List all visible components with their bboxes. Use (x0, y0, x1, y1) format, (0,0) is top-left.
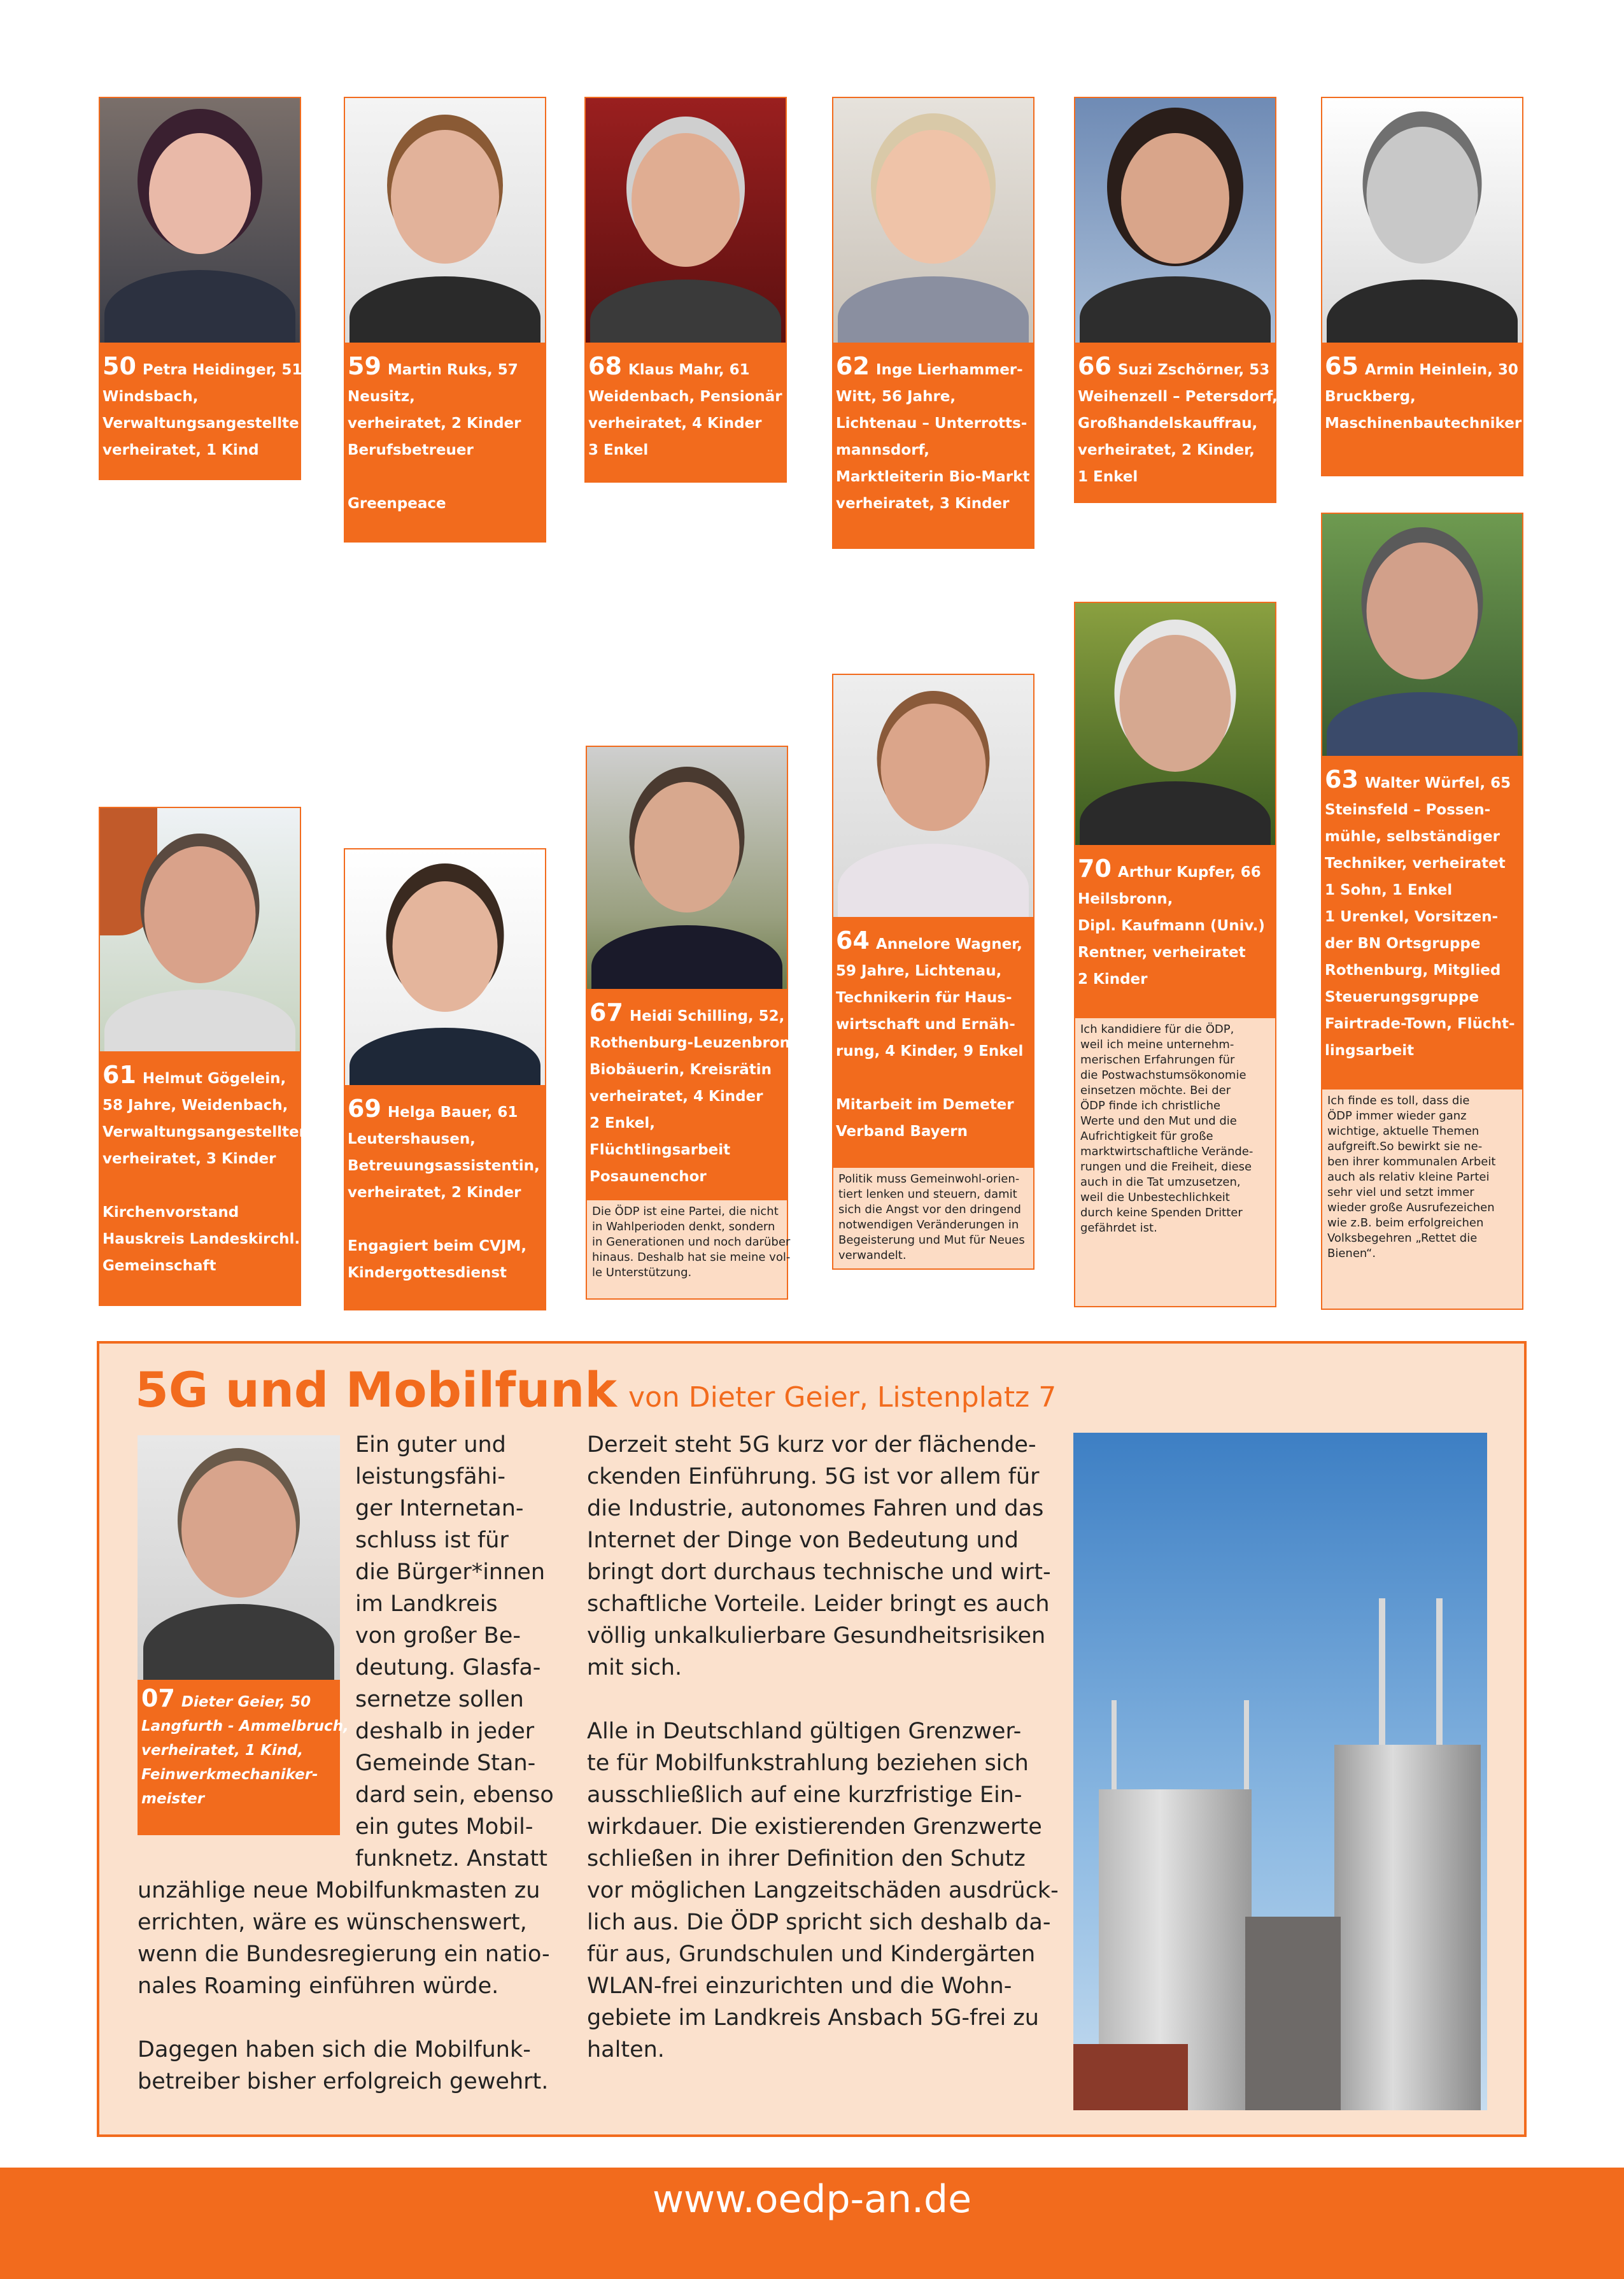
candidate-photo (1321, 513, 1523, 757)
article-column-2: Derzeit steht 5G kurz vor der flächende- ckenden Einführung. 5G ist vor allem für die Industrie, autonomes Fahren und das Internet der Dinge von Bedeutung und bringt dort durchaus technische und wirt- schaftliche Vorteile. Leider bringt es auch völlig unkalkulierbare Gesundheitsrisiken mit sich. Alle in Deutschland gültigen Grenzwer- te für Mobilfunkstrahlung beziehen sich ausschließlich auf eine kurzfristige Ein- wirkdauer. Die existierenden Grenzwerte schließen in ihrer Definition den Schutz vor möglichen Langzeitschäden ausdrück- lich aus. Die ÖDP spricht sich deshalb da- für aus, Grundschulen und Kindergärten WLAN-frei einzurichten und die Wohn- gebiete im Landkreis Ansbach 5G-frei zu halten. (587, 1432, 1059, 2062)
article-panel (97, 1341, 1527, 2137)
candidate-quote: Ich finde es toll, dass die ÖDP immer wieder ganz wichtige, aktuelle Themen aufgreift.So bewirkt sie ne- ben ihrer kommunalen Arbeit auch als relativ kleine Partei sehr viel und setzt immer wieder große Ausrufezeichen wie z.B. beim erfolgreichen Volksbegehren „Rettet die Bienen“. (1321, 1088, 1523, 1310)
candidate-info: 59 Martin Ruks, 57 Neusitz, verheiratet, 2 Kinder Berufsbetreuer Greenpeace (344, 344, 546, 543)
candidate-photo (344, 97, 546, 344)
tower-photo (1073, 1433, 1487, 2110)
candidate-card (99, 807, 306, 1306)
footer-url[interactable]: www.oedp-an.de (652, 2177, 972, 2222)
candidate-info: 64 Annelore Wagner, 59 Jahre, Lichtenau, Technikerin für Haus- wirtschaft und Ernäh- rung, 4 Kinder, 9 Enkel Mitarbeit im Demeter Verband Bayern (832, 918, 1034, 1167)
candidate-quote: Ich kandidiere für die ÖDP, weil ich meine unternehm- merischen Erfahrungen für die Postwachstumsökonomie einsetzen möchte. Bei der ÖDP finde ich christliche Werte und den Mut und die Aufrichtigkeit für große marktwirtschaftliche Verände- rungen und die Freiheit, diese auch in die Tat umzusetzen, weil die Unbestechlichkeit durch keine Spenden Dritter gefährdet ist. (1074, 1017, 1276, 1307)
candidate-card (1074, 97, 1276, 503)
candidate-info: 68 Klaus Mahr, 61 Weidenbach, Pensionär verheiratet, 4 Kinder 3 Enkel (584, 344, 787, 483)
candidate-info: 70 Arthur Kupfer, 66 Heilsbronn, Dipl. Kaufmann (Univ.) Rentner, verheiratet 2 Kinder (1074, 846, 1276, 1017)
candidate-info: 62 Inge Lierhammer- Witt, 56 Jahre, Lichtenau – Unterrotts- mannsdorf, Marktleiterin Bio-Markt verheiratet, 3 Kinder (832, 344, 1034, 549)
candidate-info: 66 Suzi Zschörner, 53 Weihenzell – Petersdorf, Großhandelskauffrau, verheiratet, 2 Kinder, 1 Enkel (1074, 344, 1276, 503)
candidate-card (1074, 602, 1276, 1307)
candidate-photo (1074, 602, 1276, 846)
candidate-card (344, 97, 546, 543)
antenna-left (1112, 1700, 1249, 1789)
candidate-quote: Politik muss Gemeinwohl-orien- tiert lenken und steuern, damit sich die Angst vor den dringend notwendigen Veränderungen in Begeisterung und Mut für Neues verwandelt. (832, 1167, 1034, 1270)
candidate-photo (832, 674, 1034, 918)
candidate-photo (832, 97, 1034, 344)
candidate-card (832, 97, 1034, 549)
article-title (135, 1361, 1056, 1418)
building-middle (1245, 1917, 1341, 2110)
candidate-card (832, 674, 1034, 1270)
candidate-quote: Die ÖDP ist eine Partei, die nicht in Wahlperioden denkt, sondern in Generationen und noch darüber hinaus. Deshalb hat sie meine vol- le Unterstützung. (586, 1199, 788, 1300)
article-byline: von Dieter Geier, Listenplatz 7 (628, 1381, 1057, 1414)
candidate-photo (586, 746, 788, 990)
author-info: 07 Dieter Geier, 50 Langfurth - Ammelbruch, verheiratet, 1 Kind, Feinwerkmechaniker- meister (138, 1680, 340, 1835)
candidate-photo (99, 807, 301, 1053)
candidate-photo (1321, 97, 1523, 344)
footer-bar (0, 2168, 1624, 2279)
antenna-right (1379, 1598, 1443, 1745)
candidate-info: 63 Walter Würfel, 65 Steinsfeld – Possen- mühle, selbständiger Techniker, verheiratet 1 Sohn, 1 Enkel 1 Urenkel, Vorsitzen- der BN Ortsgruppe Rothenburg, Mitglied Steuerungsgruppe Fairtrade-Town, Flücht- lingsarbeit (1321, 757, 1523, 1088)
candidate-card (584, 97, 787, 483)
candidate-info: 61 Helmut Gögelein, 58 Jahre, Weidenbach, Verwaltungsangestellter verheiratet, 3 Kinder Kirchenvorstand Hauskreis Landeskirchl. Gemeinschaft (99, 1053, 301, 1306)
candidate-card (586, 746, 801, 1300)
candidate-info: 50 Petra Heidinger, 51 Windsbach, Verwaltungsangestellte verheiratet, 1 Kind (99, 344, 301, 480)
candidate-card (1321, 513, 1523, 1310)
candidate-photo (344, 848, 546, 1086)
author-photo (138, 1435, 340, 1680)
candidate-photo (584, 97, 787, 344)
candidate-card (99, 97, 301, 480)
article-heading: 5G und Mobilfunk (135, 1361, 617, 1418)
article-column-1-narrow: Ein guter und leistungsfähi- ger Internetan- schluss ist für die Bürger*innen im Landkreis von großer Be- deutung. Glasfa- sernetze sollen deshalb in jeder Gemeinde Stan- dard sein, ebenso ein gutes Mobil- funknetz. Anstatt (355, 1432, 554, 1871)
candidate-info: 69 Helga Bauer, 61 Leutershausen, Betreuungsassistentin, verheiratet, 2 Kinder Engagiert beim CVJM, Kindergottesdienst (344, 1086, 546, 1310)
candidate-info: 67 Heidi Schilling, 52, Rothenburg-Leuzenbronn Biobäuerin, Kreisrätin verheiratet, 4 Kinder 2 Enkel, Flüchtlingsarbeit Posaunenchor (586, 990, 788, 1199)
roof-foreground (1073, 2044, 1188, 2110)
tower-right (1334, 1745, 1481, 2110)
candidate-photo (99, 97, 301, 344)
candidate-card (344, 848, 546, 1310)
candidate-photo (1074, 97, 1276, 344)
candidate-card (1321, 97, 1523, 476)
candidate-info: 65 Armin Heinlein, 30 Bruckberg, Maschinenbautechniker (1321, 344, 1523, 476)
article-column-1-wide: unzählige neue Mobilfunkmasten zu errichten, wäre es wünschenswert, wenn die Bundesregierung ein natio- nales Roaming einführen würde. Dagegen haben sich die Mobilfunk- betreiber bisher erfolgreich gewehrt. (138, 1878, 550, 2094)
